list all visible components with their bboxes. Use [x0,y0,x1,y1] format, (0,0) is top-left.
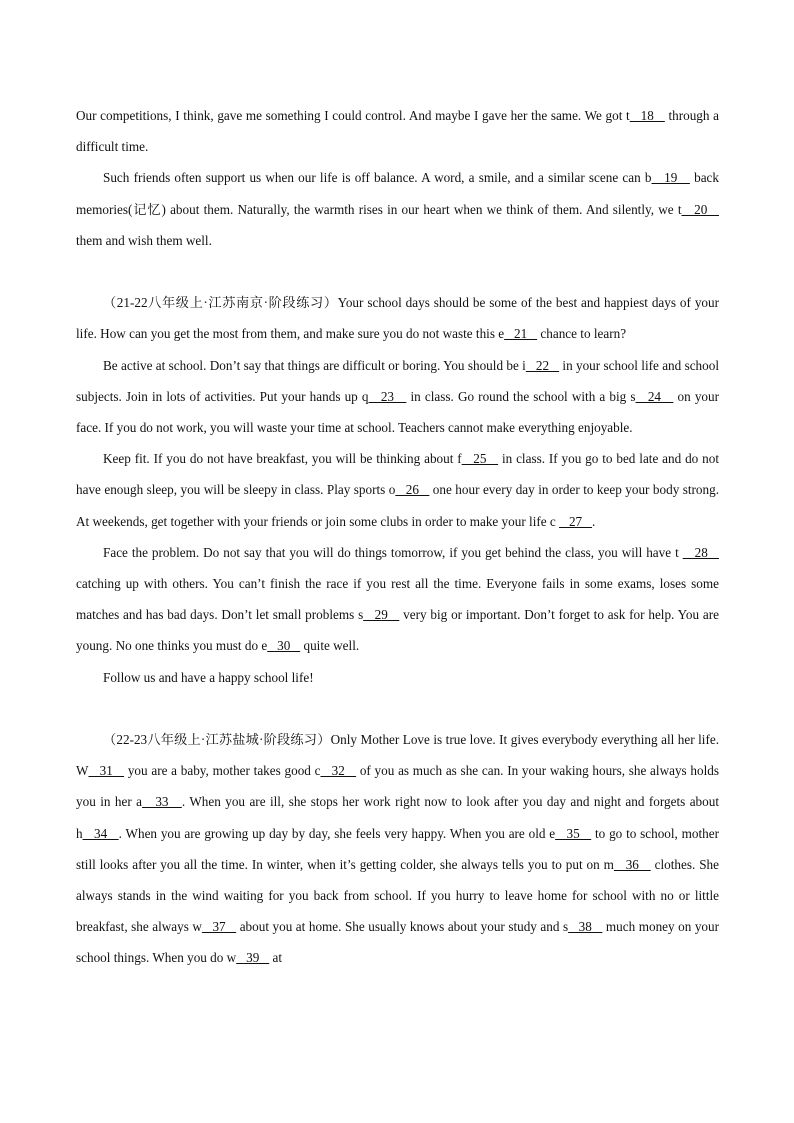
answer-blank: 27 [559,513,593,529]
paragraph: Keep fit. If you do not have breakfast, you will be thinking about f 25 in class. If you go to bed late and do not have enough sleep, you will be sleepy in class. Play sports o 26 one hour every day in order to keep your body strong. At weekends, get together with your friends or join some clubs in order to make your life c 27 . [76,451,720,529]
passage-separator [76,256,719,287]
answer-blank: 28 [682,544,720,560]
answer-blank: 33 [142,794,182,810]
answer-blank: 21 [504,326,538,342]
source-label: （21-22八年级上·江苏南京·阶段练习） [103,295,338,311]
answer-blank: 31 [88,763,125,779]
answer-blank: 32 [320,763,357,779]
answer-blank: 29 [363,607,400,623]
paragraph: Such friends often support us when our life is off balance. A word, a smile, and a similar scene can b 19 back memories(记忆) about them. Naturally, the warmth rises in our heart when we think of them. And silently, we t 20 them and wish them well. [76,170,720,248]
answer-blank: 20 [681,201,719,217]
paragraph: Be active at school. Don’t say that things are difficult or boring. You should be i 22 in your school life and school subjects. Join in lots of activities. Put your hands up q 23 in class. Go round the school with a big s 24 on your face. If you do not work, you will waste your time at school. Teachers cannot make everything enjoyable. [76,357,720,436]
answer-blank: 18 [629,108,665,123]
paragraph: Follow us and have a happy school life! [103,669,314,685]
answer-blank: 22 [525,357,560,373]
document-page [76,100,719,974]
paragraph [76,287,719,349]
answer-blank: 25 [461,451,499,467]
answer-blank: 30 [267,638,301,654]
answer-blank: 26 [395,482,430,498]
paragraph [76,724,719,974]
answer-blank: 36 [613,856,651,872]
answer-blank: 38 [568,919,603,935]
answer-blank: 19 [651,170,690,186]
answer-blank: 37 [201,919,237,935]
paragraph-text: Only Mother Love is true love. It gives everybody everything all her life. W 31 you are a baby, mother takes good c 32 of you as much as she can. In your waking hours, she always holds you in her a 33 . When you are ill, she stops her work right now to look after you day and night and forgets about h 34 . When you are growing up day by day, she feels very happy. When you are old e 35 to go to school, mother still looks after you all the time. In winter, when it’s getting colder, she always tells you to put on m 36 clothes. She always stands in the wind waiting for you back from school. If you hurry to leave home for school with no or little breakfast, she always w 37 about you at home. She usually knows about your study and s 38 much money on your school things. When you do w 39 at [76,732,720,966]
answer-blank: 35 [555,825,592,841]
paragraph-text: Your school days should be some of the best and happiest days of your life. How can you get the most from them, and make sure you do not waste this e 21 chance to learn? [76,295,719,342]
passage-separator [76,693,719,724]
source-label: （22-23八年级上·江苏盐城·阶段练习） [103,732,331,748]
answer-blank: 24 [635,388,674,404]
answer-blank: 23 [368,388,407,404]
answer-blank: 39 [236,950,270,966]
answer-blank: 34 [82,825,119,841]
paragraph: Face the problem. Do not say that you will do things tomorrow, if you get behind the class, you will have t 28 catching up with others. You can’t finish the race if you rest all the time. Everyone fails in some exams, loses some matches and has bad days. Don’t let small problems s 29 very big or important. Don’t forget to ask for help. You are young. No one thinks you must do e 30 quite well. [76,544,720,654]
paragraph: Our competitions, I think, gave me something I could control. And maybe I gave her the same. We got t 18 through a difficult time. [76,108,719,155]
